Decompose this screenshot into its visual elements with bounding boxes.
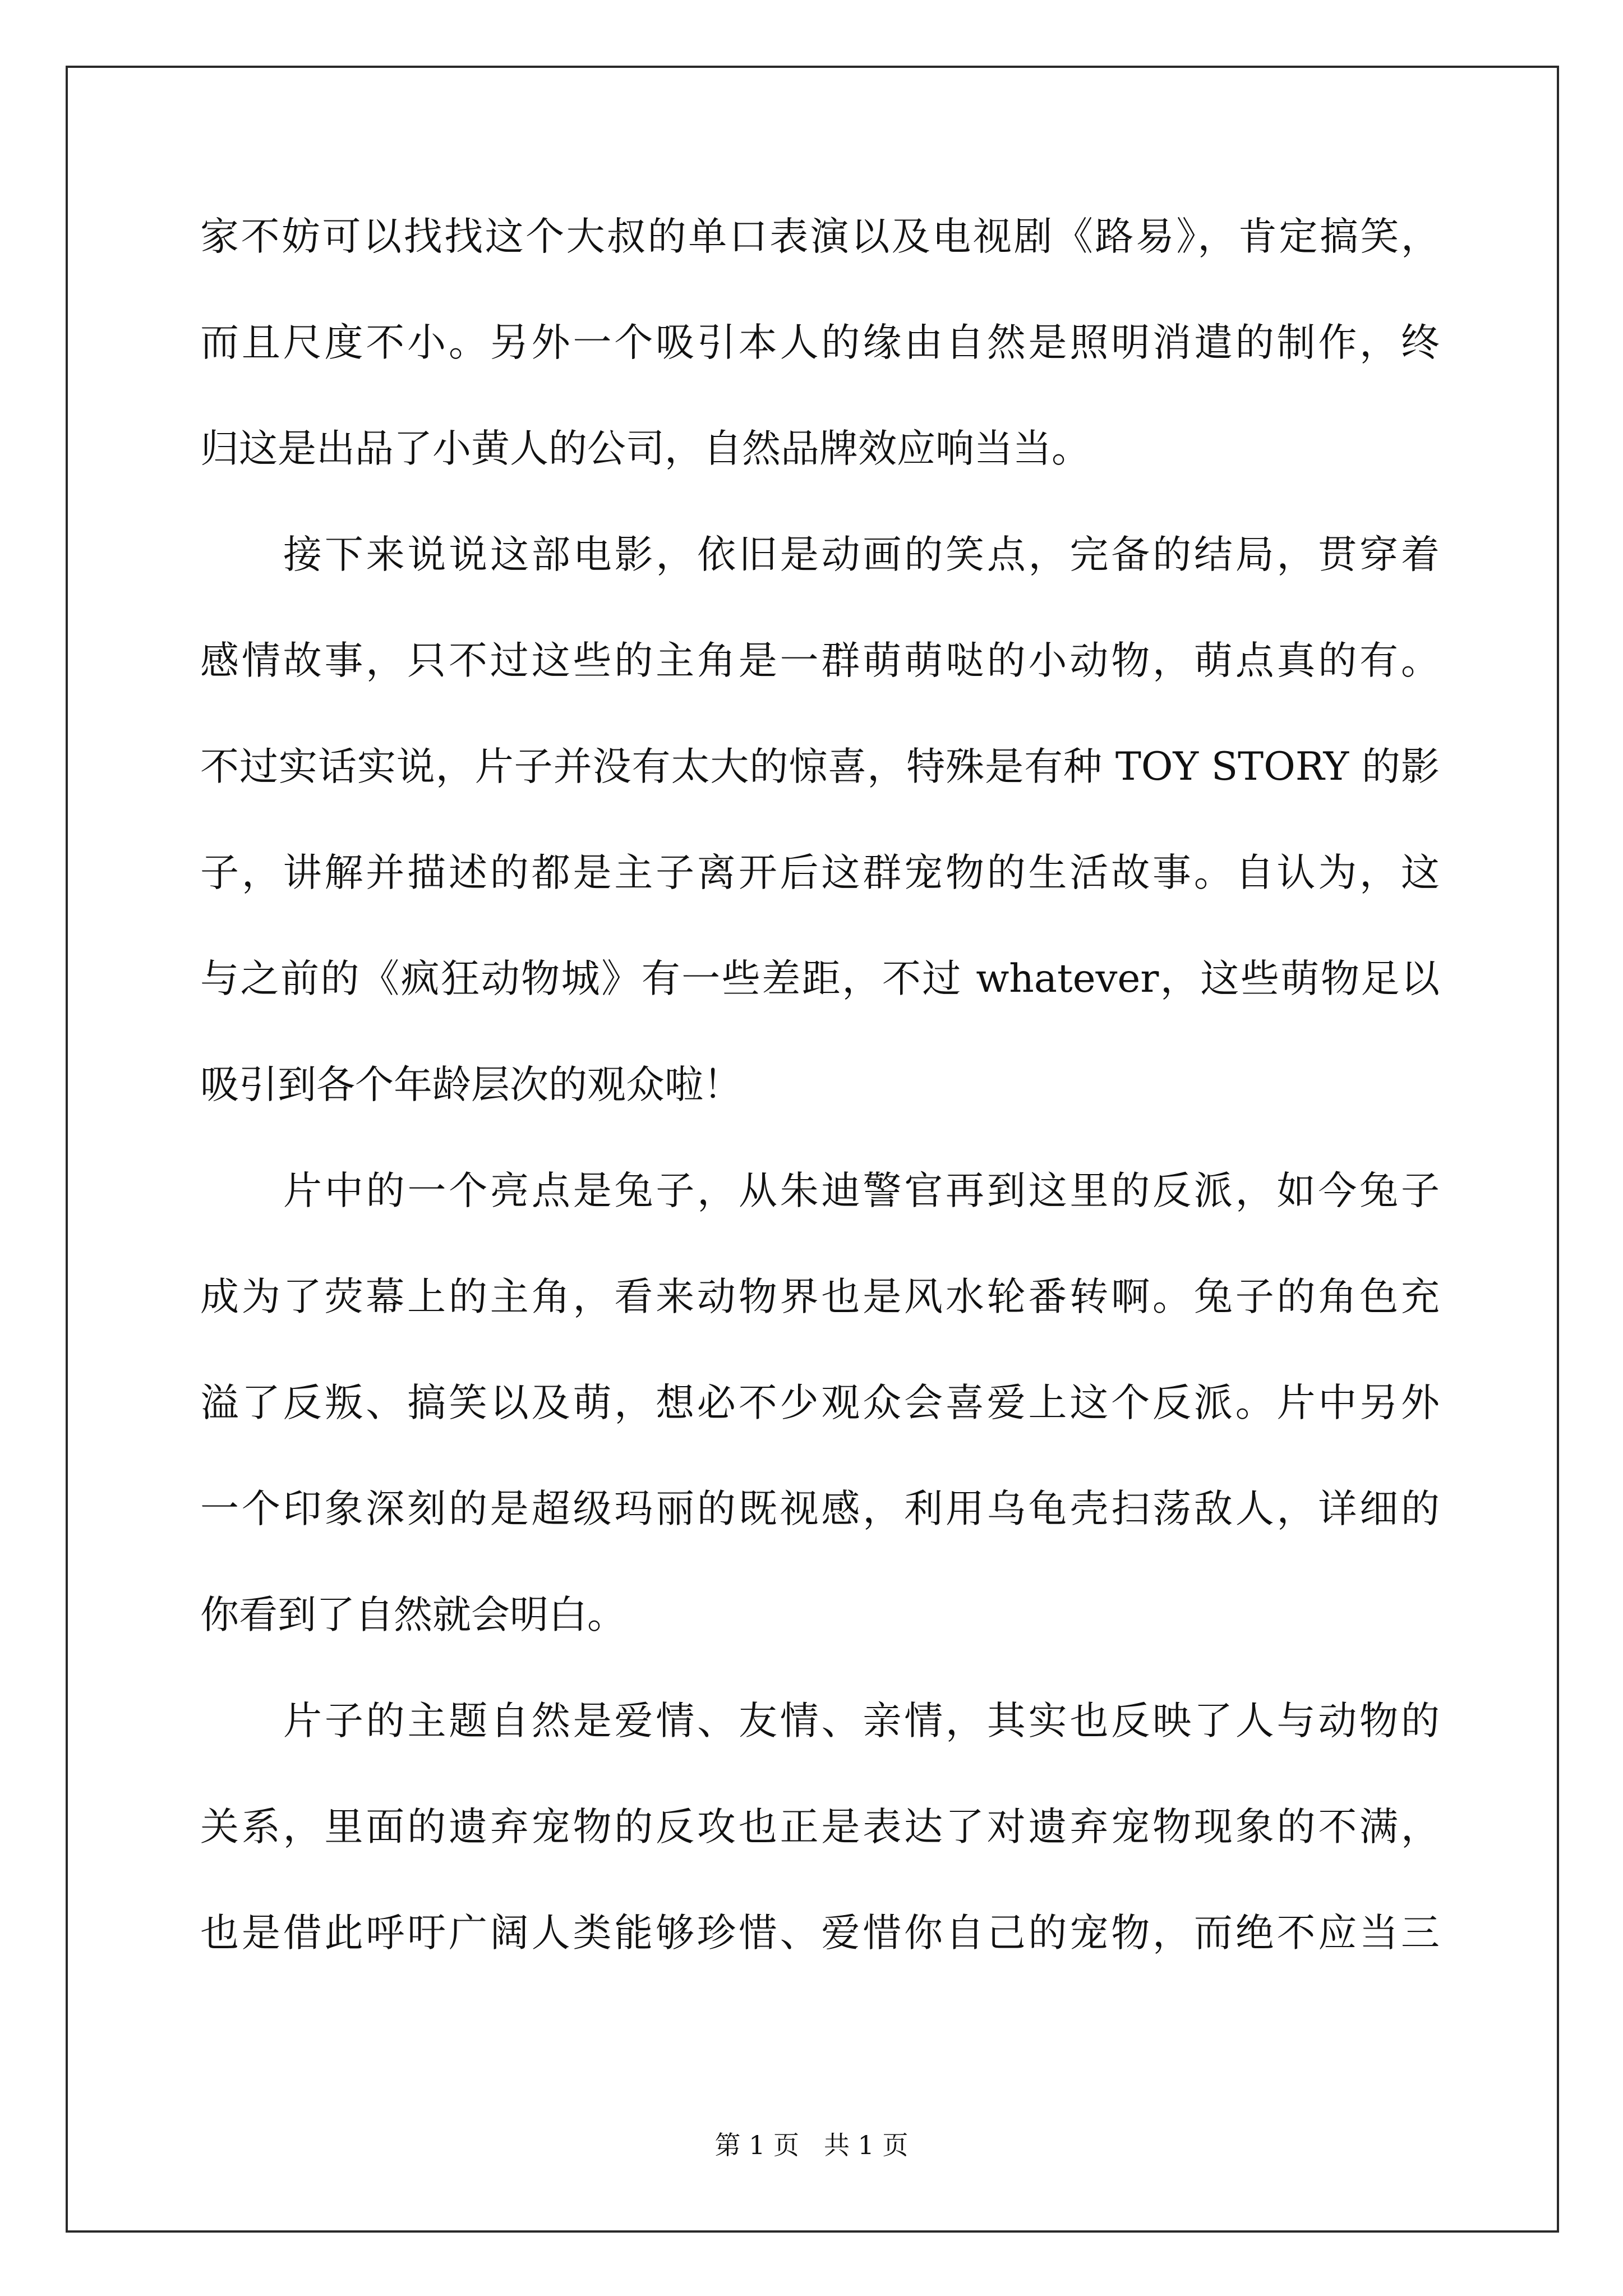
- text-line: 成为了荧幕上的主角，看来动物界也是风水轮番转啊。兔子的角色充: [200, 1274, 1440, 1319]
- text-line: 子，讲解并描述的都是主子离开后这群宠物的生活故事。自认为，这: [200, 850, 1440, 895]
- text-line: 溢了反叛、搞笑以及萌，想必不少观众会喜爱上这个反派。片中另外: [200, 1381, 1440, 1425]
- text-line: 而且尺度不小。另外一个吸引本人的缘由自然是照明消遣的制作，终: [200, 320, 1440, 365]
- page-footer: [0, 2125, 1623, 2162]
- text-line: 你看到了自然就会明白。: [200, 1593, 626, 1637]
- page-number: 第 1 页: [714, 2130, 800, 2160]
- text-line: 也是借此呼吁广阔人类能够珍惜、爱惜你自己的宠物，而绝不应当三: [200, 1911, 1440, 1955]
- page-total: 共 1 页: [823, 2130, 909, 2160]
- text-line: 接下来说说这部电影，依旧是动画的笑点，完备的结局，贯穿着: [283, 532, 1440, 577]
- text-line: 一个印象深刻的是超级玛丽的既视感，利用乌龟壳扫荡敌人，详细的: [200, 1487, 1440, 1531]
- text-line: 片中的一个亮点是兔子，从朱迪警官再到这里的反派，如今兔子: [283, 1168, 1440, 1213]
- text-line: 不过实话实说，片子并没有太大的惊喜，特殊是有种 TOY STORY 的影: [200, 744, 1440, 789]
- text-line: 家不妨可以找找这个大叔的单口表演以及电视剧《路易》，肯定搞笑，: [200, 214, 1440, 259]
- text-line: 归这是出品了小黄人的公司，自然品牌效应响当当。: [200, 426, 1090, 471]
- document-body: [200, 184, 1440, 1986]
- text-line: 关系，里面的遗弃宠物的反攻也正是表达了对遗弃宠物现象的不满，: [200, 1805, 1440, 1849]
- text-line: 片子的主题自然是爱情、友情、亲情，其实也反映了人与动物的: [283, 1699, 1440, 1743]
- text-line: 与之前的《疯狂动物城》有一些差距，不过 whatever，这些萌物足以: [200, 956, 1440, 1001]
- text-line: 感情故事，只不过这些的主角是一群萌萌哒的小动物，萌点真的有。: [200, 638, 1440, 683]
- text-line: 吸引到各个年龄层次的观众啦！: [200, 1062, 742, 1107]
